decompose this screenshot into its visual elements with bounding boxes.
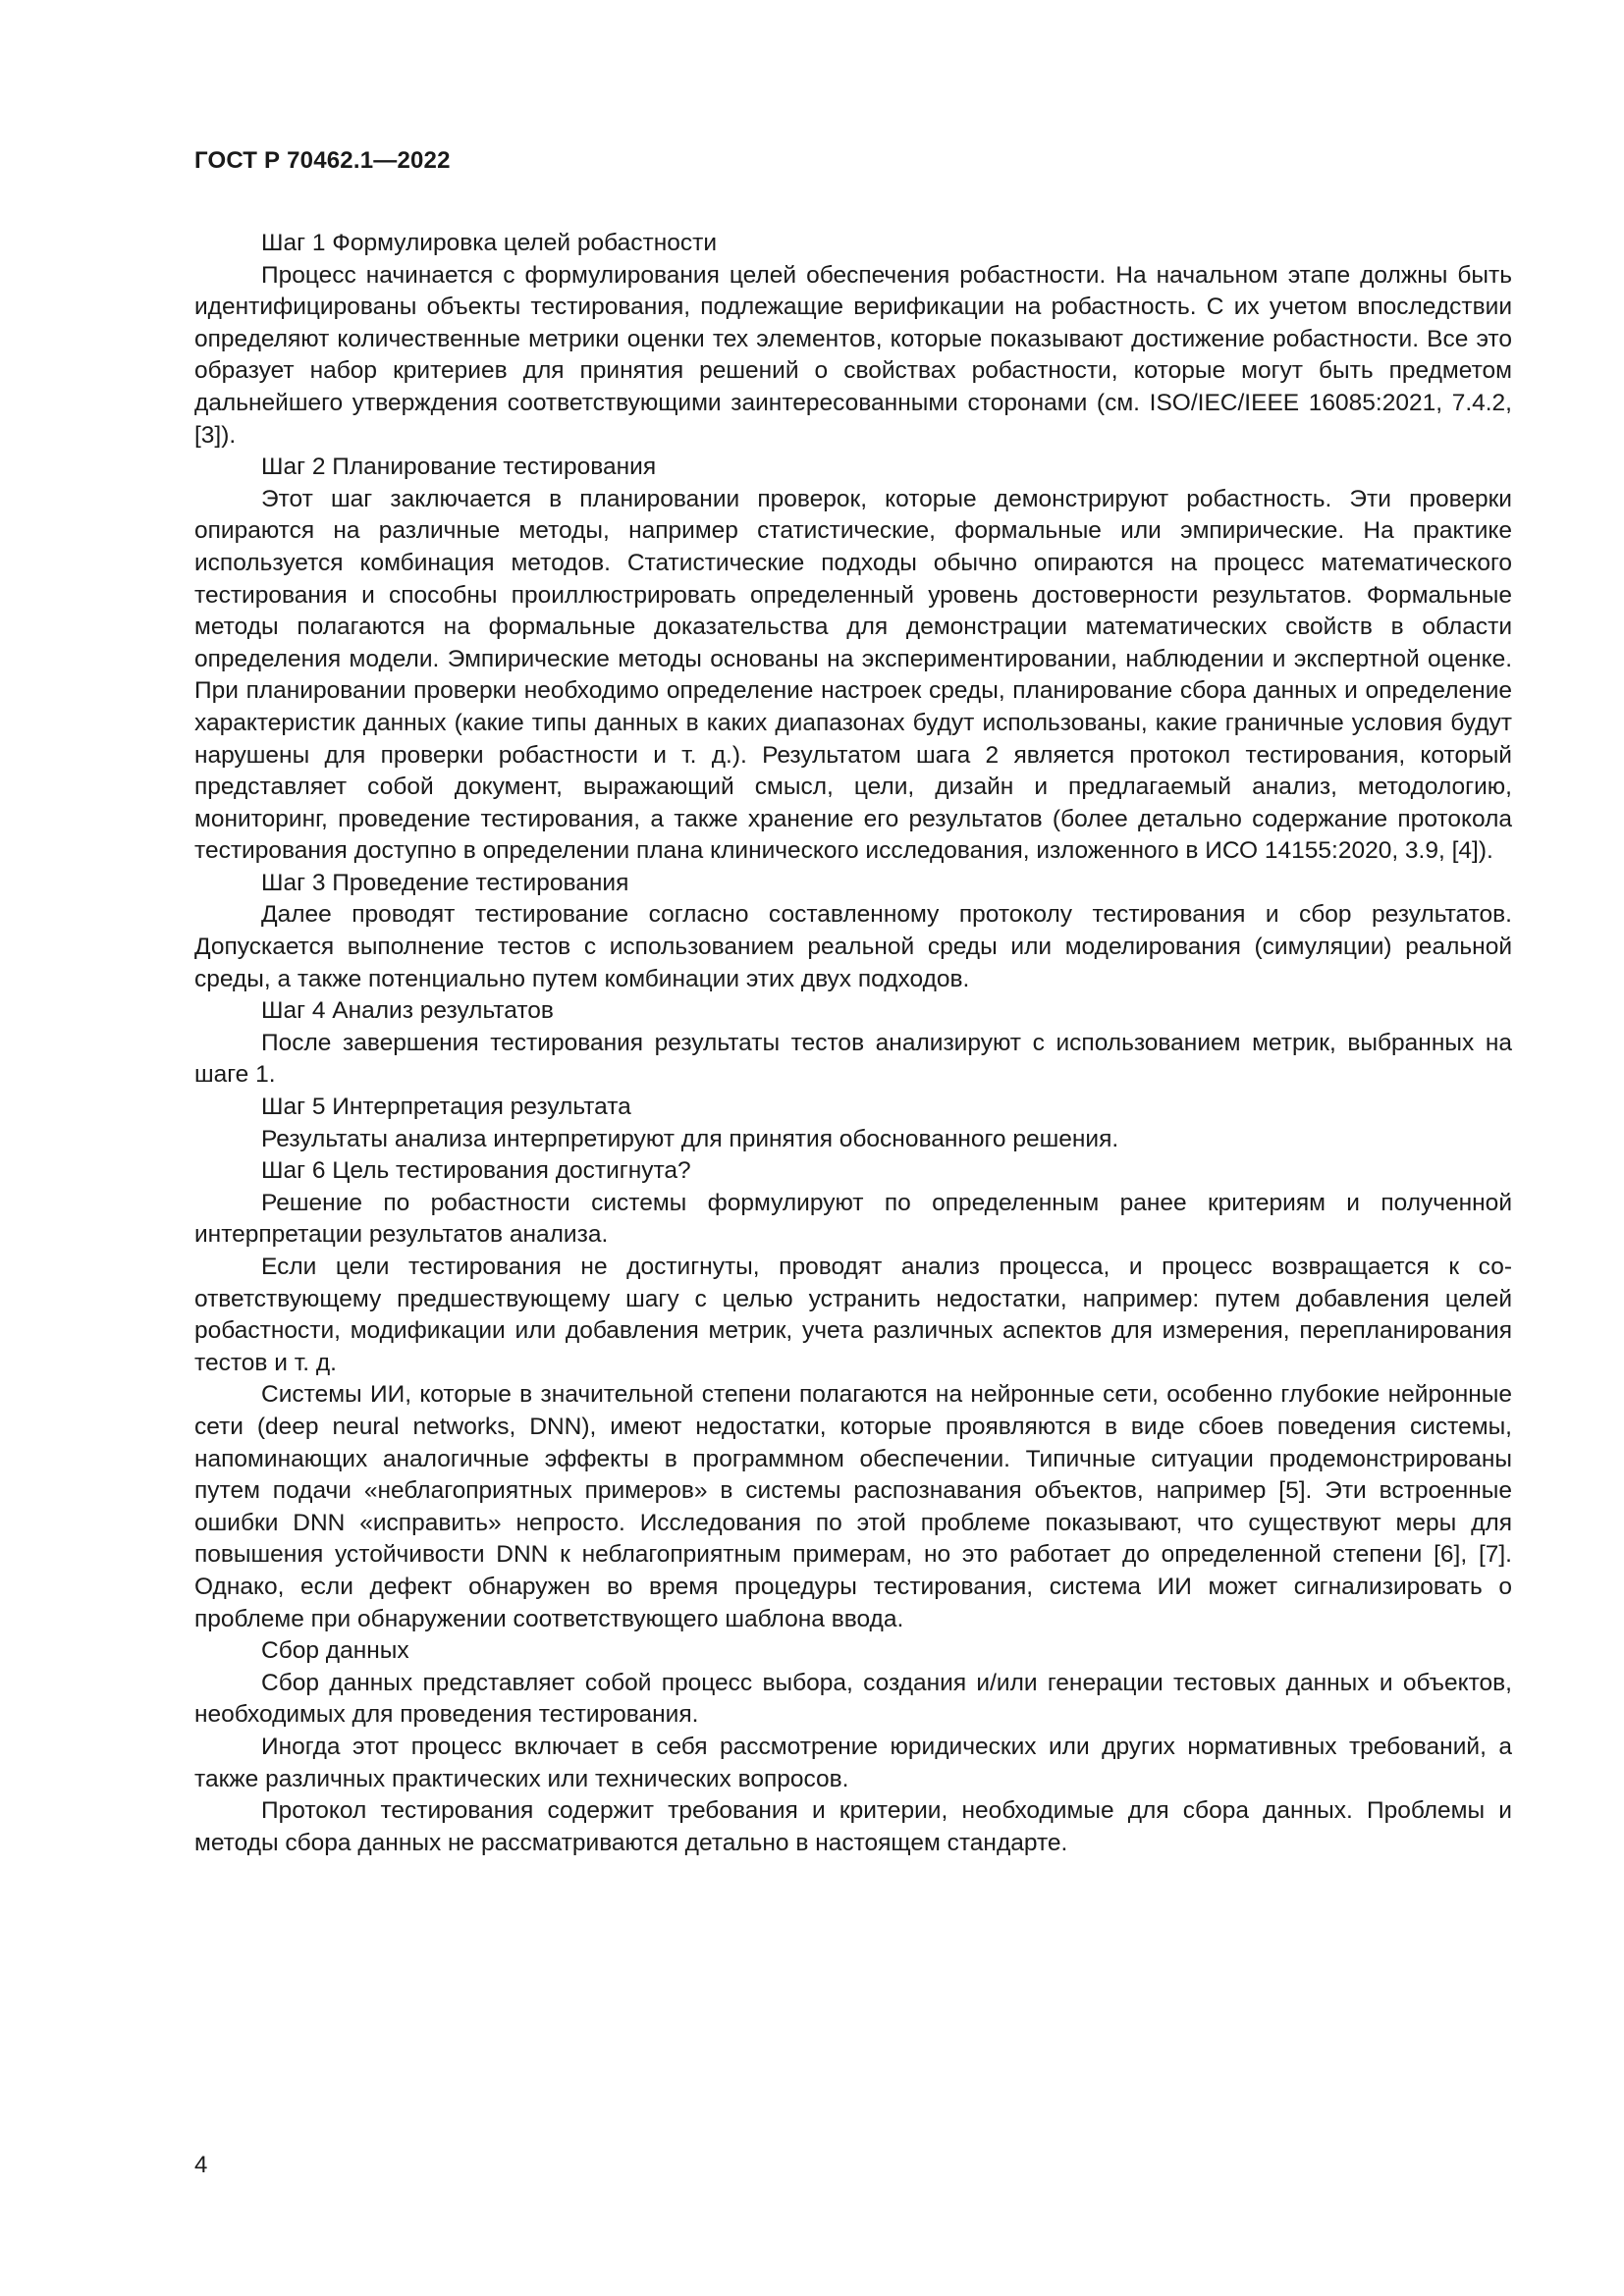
section-heading: Сбор данных bbox=[261, 1637, 409, 1665]
body-paragraph: Системы ИИ, которые в значительной степени полагаются на нейронные сети, особенно глубокие нейронные сети (deep neural networks, DNN), имеют недостатки, которые проявляются в виде сбоев поведения системы, напоминающих аналогичные эффекты в программном обеспечении. Типичные ситуации продемонстрированы путем подачи «неблагоприятных примеров» в системы распознавания объектов, например [5]. Эти встроенные ошибки DNN «исправить» непросто. Исследования по этой проблеме показывают, что существуют меры для повышения устойчивости DNN к неблагоприятным примерам, но это работает до определенной степени [6], [7]. Однако, если дефект обнаружен во время процедуры тестирования, система ИИ может сигнализировать о проблеме при обнаружении соответствующего шаблона ввода. bbox=[194, 1381, 1512, 1632]
body-paragraph: Решение по робастности системы формулируют по определенным ранее критериям и полученной интерпретации результатов анализа. bbox=[194, 1189, 1512, 1249]
section-heading: Шаг 4 Анализ результатов bbox=[261, 997, 554, 1025]
page-number: 4 bbox=[194, 2152, 208, 2178]
body-paragraph: Этот шаг заключается в планировании проверок, которые демонстрируют робастность. Эти проверки опираются на различные методы, например статистические, формальные или эмпирические. На практике используется комбинация методов. Статистические подходы обычно опираются на процесс математического тестирования и способны проиллюстрировать определенный уровень достоверности результатов. Формальные методы полагаются на формальные доказательства для демонстрации математических свойств в области определения модели. Эмпирические методы основаны на экспериментировании, наблюдении и экспертной оценке. При планировании проверки необходимо определение настроек среды, планирование сбора данных и определение характеристик данных (какие типы данных в каких диапазонах будут использованы, какие граничные условия будут нарушены для проверки робастности и т. д.). Результатом шага 2 является протокол тестирования, который представляет собой документ, выражающий смысл, цели, дизайн и предлагаемый анализ, методологию, мониторинг, проведение тестирования, а также хранение его результатов (более детально содержание протокола тестирования доступно в определении плана клинического исследования, изложенного в ИСО 14155:2020, 3.9, [4]). bbox=[194, 485, 1512, 865]
standard-header: ГОСТ Р 70462.1—2022 bbox=[194, 147, 451, 174]
body-paragraph: Результаты анализа интерпретируют для принятия обоснованного решения. bbox=[261, 1125, 1119, 1152]
section-heading: Шаг 5 Интерпретация результата bbox=[261, 1094, 631, 1121]
body-paragraph: Сбор данных представляет собой процесс выбора, создания и/или генерации тестовых данных и объектов, необходимых для проведения тестирования. bbox=[194, 1669, 1512, 1729]
body-paragraph: Процесс начинается с формулирования целей обеспечения робастности. На начальном этапе должны быть идентифицированы объекты тестирования, подлежащие верификации на робастность. С их учетом впоследствии определяют количественные метрики оценки тех элементов, которые показывают достижение робастности. Все это образует набор критериев для принятия решений о свойствах робастности, которые могут быть предметом дальнейшего утверждения соответствующими заинтересованными сторонами (см. ISO/IEC/IEEE 16085:2021, 7.4.2, [3]). bbox=[194, 261, 1512, 449]
body-paragraph: После завершения тестирования результаты тестов анализируют с использованием метрик, выбранных на шаге 1. bbox=[194, 1029, 1512, 1089]
body-paragraph: Протокол тестирования содержит требования и критерии, необходимые для сбора данных. Проблемы и методы сбора данных не рассматриваются детально в настоящем стандарте. bbox=[194, 1797, 1512, 1856]
body-paragraph: Далее проводят тестирование согласно составленному протоколу тестирования и сбор результатов. Допускается выполнение тестов с использованием реальной среды или моделирования (симуляции) реальной среды, а также потенциально путем комбинации этих двух подходов. bbox=[194, 901, 1512, 992]
section-heading: Шаг 2 Планирование тестирования bbox=[261, 454, 657, 481]
body-paragraph: Иногда этот процесс включает в себя рассмотрение юридических или других нормативных требований, а также различных практических или технических вопросов. bbox=[194, 1733, 1512, 1792]
section-heading: Шаг 6 Цель тестирования достигнута? bbox=[261, 1157, 691, 1185]
document-body bbox=[194, 228, 1512, 1859]
body-paragraph: Если цели тестирования не достигнуты, проводят анализ процесса, и процесс возвращается к соответствующему предшествующему шагу с целью устранить недостатки, например: путем добавления целей робастности, модификации или добавления метрик, учета различных аспектов для измерения, перепланирования тестов и т. д. bbox=[194, 1254, 1512, 1376]
section-heading: Шаг 3 Проведение тестирования bbox=[261, 869, 629, 896]
section-heading: Шаг 1 Формулировка целей робастности bbox=[261, 230, 718, 256]
